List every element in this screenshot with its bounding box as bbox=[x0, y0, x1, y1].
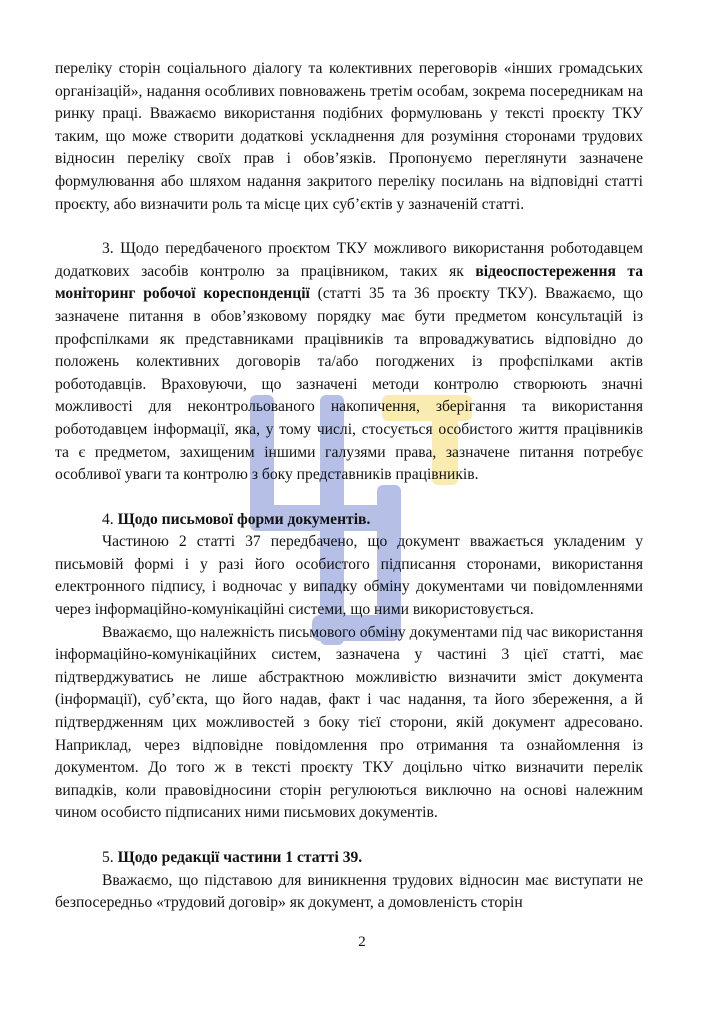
section-3-paragraph bbox=[55, 238, 643, 487]
section-5-number: 5. bbox=[102, 849, 118, 866]
section-3-text-end: (статті 35 та 36 проєкту ТКУ). Вважаємо, що зазначене питання в обов’язковому порядку має бути предметом консультацій із профспілками як представниками працівників та впроваджуватись відповідно до положень колективних договорів та/або погоджених із профспілками актів роботодавців. Враховуючи, що зазначені методи контролю створюють значні можливості для неконтрольованого накопичення, зберігання та використання роботодавцем інформації, яка, у тому числі, стосується особистого життя працівників та є предметом, захищеним іншими галузями права, зазначене питання потребує особливої уваги та контролю з боку представників працівників. bbox=[55, 285, 644, 484]
page-number: 2 bbox=[358, 934, 366, 950]
paragraph-intro: переліку сторін соціального діалогу та колективних переговорів «інших громадських організацій», надання особливих повноважень третім особам, зокрема посередникам на ринку праці. Вважаємо використання подібних формулювань у тексті проєкту ТКУ таким, що може створити додаткові ускладнення для розуміння сторонами трудових відносин переліку своїх прав і обов’язків. Пропонуємо переглянути зазначене формулювання або шляхом надання закритого переліку посилань на відповідні статті проєкту, або визначити роль та місце цих суб’єктів у зазначеній статті. bbox=[55, 60, 643, 213]
section-3-text-start: 3. Щодо передбаченого проєктом ТКУ можливого використання роботодавцем додаткових засобів контролю за працівником, таких як bbox=[55, 240, 643, 280]
section-3-bold-term: відеоспостереження та моніторинг робочої кореспонденції bbox=[55, 262, 644, 303]
section-4-paragraph-1: Частиною 2 статті 37 передбачено, що документ вважається укладеним у письмовій формі і у разі його особистого підписання сторонами, використання електронного підпису, і водночас у випадку обміну документами чи повідомленнями через інформаційно-комунікаційні системи, що ними використовується. bbox=[55, 533, 643, 619]
section-5-paragraph-1: Вважаємо, що підставою для виникнення трудових відносин має виступати не безпосередньо «трудовий договір» як документ, а домовленість сторін bbox=[55, 871, 643, 912]
document-page bbox=[55, 58, 643, 915]
section-4-heading bbox=[55, 509, 643, 532]
section-4-paragraph-2: Вважаємо, що належність письмового обміну документами під час використання інформаційно-комунікаційних систем, зазначена у частині 3 цієї статті, має підтверджуватись не лише абстрактною можливістю визначити зміст документа (інформації), суб’єкта, що його надав, факт і час надання, та його збереження, а й підтвердженням цих можливостей з боку тієї сторони, якій документ адресовано. Наприклад, через відповідне повідомлення про отримання та ознайомлення із документом. До того ж в тексті проєкту ТКУ доцільно чітко визначити перелік випадків, коли правовідносини сторін регулюються виключно на основі належним чином особисто підписаних ними письмових документів. bbox=[55, 623, 643, 822]
section-4-title: Щодо письмової форми документів. bbox=[117, 510, 371, 528]
section-5-title: Щодо редакції частини 1 статті 39. bbox=[117, 849, 363, 866]
section-5-heading bbox=[55, 847, 643, 870]
section-4-number: 4. bbox=[102, 510, 118, 528]
